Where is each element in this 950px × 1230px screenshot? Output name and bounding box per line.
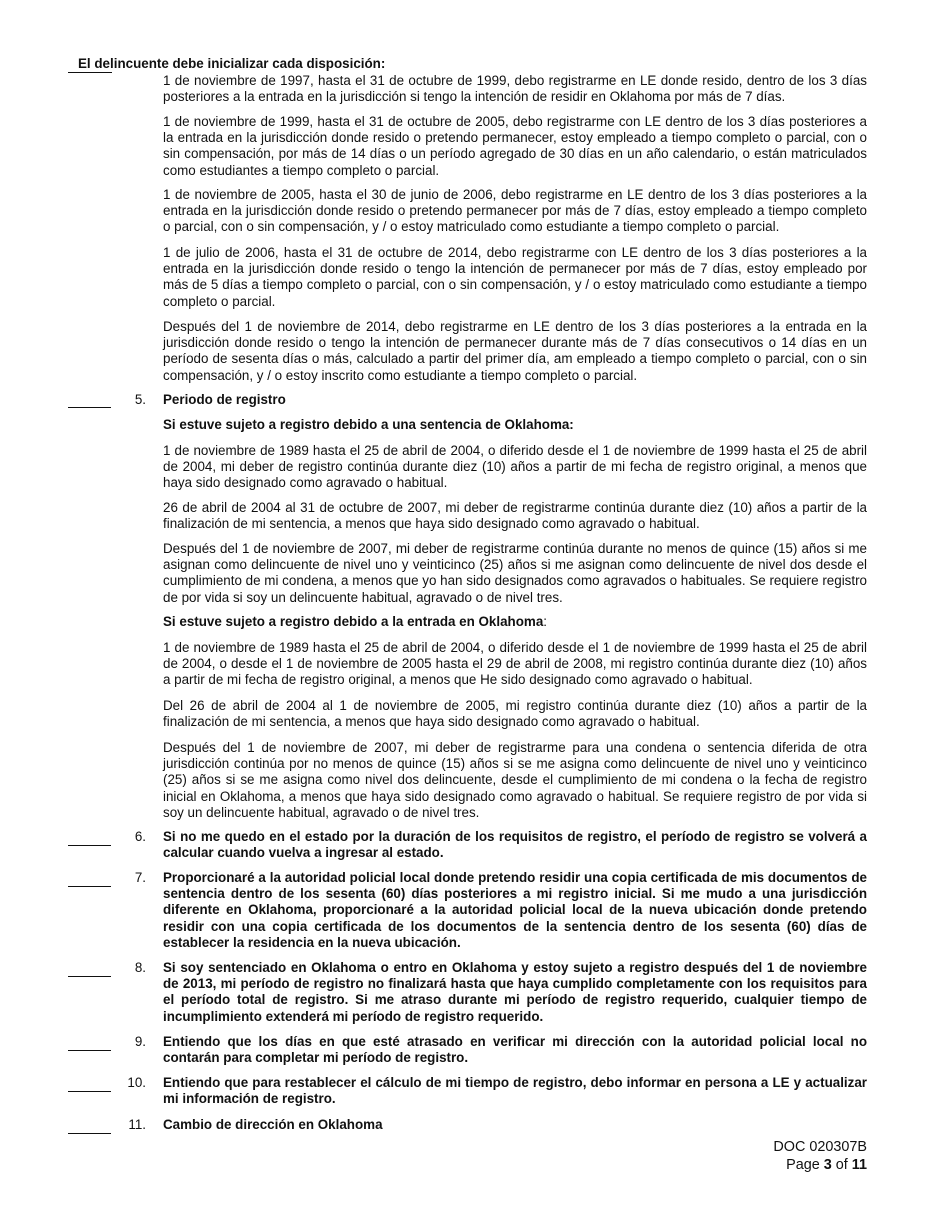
item-number-10: 10.: [127, 1075, 146, 1090]
page-word: Page: [786, 1157, 820, 1173]
item-number-7: 7.: [134, 870, 146, 885]
page-total: 11: [851, 1157, 867, 1173]
item-6-text: Si no me quedo en el estado por la duración de los requisitos de registro, el período de registro se volverá a calcular cuando vuelva a ingresar al estado.: [163, 829, 867, 861]
oklahoma-sentence-paragraph-1: 1 de noviembre de 1989 hasta el 25 de abril de 2004, o diferido desde el 1 de noviembre de 1999 hasta el 25 de abril de 2004, mi deber de registro continúa durante diez (10) años a partir de mi fecha de registro original, a menos que haya sido designado como agravado o habitual.: [163, 443, 867, 491]
item-11-text: Cambio de dirección en Oklahoma: [163, 1117, 383, 1132]
oklahoma-entry-heading-text: Si estuve sujeto a registro debido a la entrada en Oklahoma: [163, 614, 544, 629]
page-indicator: [786, 1157, 867, 1174]
item-9-text: Entiendo que los días en que esté atrasado en verificar mi dirección con la autoridad policial local no contarán para completar mi período de registro.: [163, 1034, 867, 1066]
initials-blank-8[interactable]: [68, 976, 111, 977]
intro-paragraph-5: Después del 1 de noviembre de 2014, debo registrarme en LE dentro de los 3 días posteriores a la entrada en la jurisdicción donde resido o tengo la intención de permanecer durante más de 7 días consecutivos o 14 días en un período de sesenta días o más, calculado a partir del primer día, am empleado a tiempo completo o parcial, con o sin compensación, y / o estoy inscrito como estudiante a tiempo completo o parcial.: [163, 319, 867, 383]
oklahoma-entry-heading-colon: :: [543, 614, 547, 629]
oklahoma-entry-paragraph-1: 1 de noviembre de 1989 hasta el 25 de abril de 2004, o diferido desde el 1 de noviembre de 1999 hasta el 25 de abril de 2004, o desde el 1 de noviembre de 2005 hasta el 29 de abril de 2008, mi registro continúa durante diez (10) años a partir de mi fecha de registro original, a menos que He sido designado como agravado o habitual.: [163, 640, 867, 688]
item-5-title: Periodo de registro: [163, 392, 286, 407]
initials-blank-10[interactable]: [68, 1091, 111, 1092]
oklahoma-sentence-paragraph-2: 26 de abril de 2004 al 31 de octubre de 2007, mi deber de registrarme continúa durante diez (10) años a partir de la finalización de mi sentencia, a menos que haya sido designado como agravado o habitual.: [163, 500, 867, 532]
oklahoma-entry-paragraph-2: Del 26 de abril de 2004 al 1 de noviembre de 2005, mi registro continúa durante diez (10) años a partir de la finalización de mi sentencia, a menos que haya sido designado como agravado o habitual.: [163, 698, 867, 730]
initials-blank-5[interactable]: [68, 407, 111, 408]
page-number: 3: [823, 1157, 832, 1173]
section-header: El delincuente debe inicializar cada disposición:: [78, 56, 386, 71]
initials-blank-6[interactable]: [68, 845, 111, 846]
initials-blank-7[interactable]: [68, 886, 111, 887]
item-number-11: 11.: [128, 1117, 146, 1132]
initials-blank-11[interactable]: [68, 1133, 111, 1134]
item-number-8: 8.: [134, 960, 146, 975]
item-number-6: 6.: [134, 829, 146, 844]
item-10-text: Entiendo que para restablecer el cálculo de mi tiempo de registro, debo informar en persona a LE y actualizar mi información de registro.: [163, 1075, 867, 1107]
item-number-9: 9.: [134, 1034, 146, 1049]
initials-blank-9[interactable]: [68, 1050, 111, 1051]
item-8-text: Si soy sentenciado en Oklahoma o entro en Oklahoma y estoy sujeto a registro después del 1 de noviembre de 2013, mi período de registro no finalizará hasta que haya cumplido completamente con los requisitos para el período total de registro. Si me atraso durante mi período de registro requerido, cualquier tiempo de incumplimiento extenderá mi período de registro requerido.: [163, 960, 867, 1024]
item-7-text: Proporcionaré a la autoridad policial local donde pretendo residir una copia certificada de mis documentos de sentencia dentro de los sesenta (60) días posteriores a mi registro inicial. Si me mudo a una jurisdicción diferente en Oklahoma, proporcionaré a la autoridad policial local de la nueva ubicación donde pretendo residir con una copia certificada de los documentos de la sentencia dentro de los sesenta (60) días de establecer la residencia en la nueva ubicación.: [163, 870, 867, 950]
oklahoma-entry-heading: [163, 614, 867, 630]
oklahoma-entry-paragraph-3: Después del 1 de noviembre de 2007, mi deber de registrarme para una condena o sentencia diferida de otra jurisdicción continúa por no menos de quince (15) años si se me asigna como delincuente de nivel uno y veinticinco (25) años si se me asigna como nivel dos delincuente, desde el cumplimiento de mi condena o la fecha de registro inicial en Oklahoma, a menos que haya sido designado como agravado o habitual. Se requiere registro de por vida si soy un delincuente habitual, agravado o de nivel tres.: [163, 740, 867, 820]
intro-paragraph-1: 1 de noviembre de 1997, hasta el 31 de octubre de 1999, debo registrarme en LE donde resido, dentro de los 3 días posteriores a la entrada en la jurisdicción si tengo la intención de residir en Oklahoma por más de 7 días.: [163, 73, 867, 105]
intro-paragraph-3: 1 de noviembre de 2005, hasta el 30 de junio de 2006, debo registrarme en LE dentro de los 3 días posteriores a la entrada en la jurisdicción donde resido o pretendo permanecer por más de 7 días, estoy empleado a tiempo completo o parcial, con o sin compensación, y / o estoy matriculado como estudiante a tiempo completo o parcial.: [163, 187, 867, 235]
of-word: of: [835, 1157, 848, 1173]
document-code: DOC 020307B: [773, 1139, 867, 1155]
oklahoma-sentence-heading: Si estuve sujeto a registro debido a una sentencia de Oklahoma:: [163, 417, 574, 432]
intro-paragraph-2: 1 de noviembre de 1999, hasta el 31 de octubre de 2005, debo registrarme con LE dentro de los 3 días posteriores a la entrada en la jurisdicción donde resido o pretendo permanecer, estoy empleado a tiempo completo o parcial, con o sin compensación, por más de 14 días o un período agregado de 30 días en un año calendario, o están matriculados como estudiantes a tiempo completo o parcial.: [163, 114, 867, 178]
intro-paragraph-4: 1 de julio de 2006, hasta el 31 de octubre de 2014, debo registrarme con LE dentro de los 3 días posteriores a la entrada en la jurisdicción donde resido o tengo la intención de permanecer por más de 7 días, estoy empleado por más de 5 días a tiempo completo o parcial, con o sin compensación, y / o estoy matriculado como estudiante a tiempo completo o parcial.: [163, 245, 867, 309]
oklahoma-sentence-paragraph-3: Después del 1 de noviembre de 2007, mi deber de registrarme continúa durante no menos de quince (15) años si me asignan como delincuente de nivel uno y veinticinco (25) años si me asignan como delincuente de nivel dos desde el cumplimiento de mi condena, a menos que yo han sido designados como agravados o habituales. Se requiere registro de por vida si soy un delincuente habitual, agravado o de nivel tres.: [163, 541, 867, 605]
item-number-5: 5.: [134, 392, 146, 407]
